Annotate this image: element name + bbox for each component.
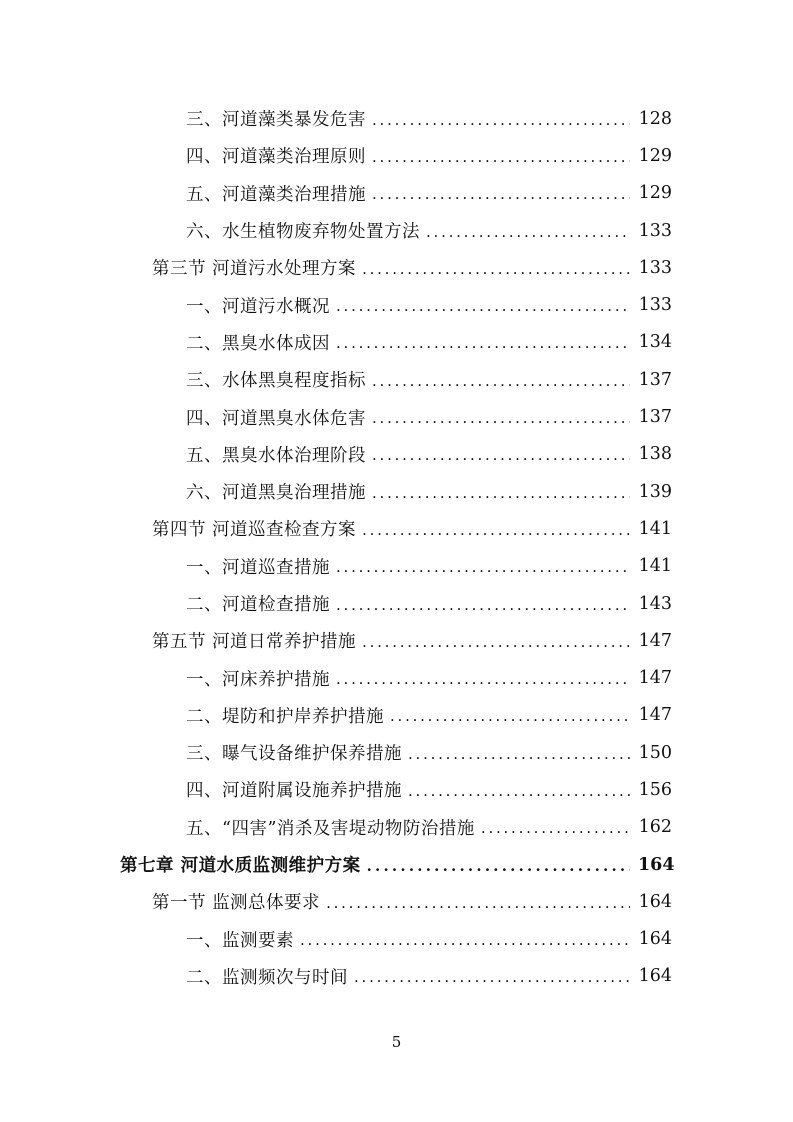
toc-dot-leader	[336, 297, 630, 315]
toc-dot-leader	[372, 484, 630, 502]
page-number: 5	[391, 1033, 402, 1051]
toc-entry[interactable]	[0, 361, 793, 398]
toc-entry-page: 164	[638, 854, 675, 875]
toc-entry-page: 134	[638, 332, 672, 353]
toc-entry-page: 141	[638, 556, 672, 577]
toc-entry-title: 四、河道黑臭水体危害	[186, 408, 366, 429]
toc-entry[interactable]	[0, 100, 793, 137]
toc-dot-leader	[326, 894, 630, 912]
toc-dot-leader	[354, 968, 630, 986]
toc-entry[interactable]	[0, 212, 793, 249]
toc-entry-page: 129	[638, 183, 672, 204]
toc-dot-leader	[372, 185, 630, 203]
toc-entry-title: 第四节 河道巡查检查方案	[152, 520, 357, 541]
toc-entry-title: 第五节 河道日常养护措施	[152, 632, 357, 653]
toc-dot-leader	[481, 819, 630, 837]
toc-chapter-entry[interactable]	[0, 846, 793, 883]
toc-entry[interactable]	[0, 921, 793, 958]
toc-dot-leader	[336, 558, 630, 576]
toc-dot-leader	[408, 745, 630, 763]
toc-entry-page: 164	[638, 966, 672, 987]
toc-entry[interactable]	[0, 548, 793, 585]
toc-entry-page: 133	[638, 220, 672, 241]
toc-entry-page: 164	[638, 891, 672, 912]
toc-entry-page: 164	[638, 929, 672, 950]
toc-entry[interactable]	[0, 436, 793, 473]
toc-entry-title: 二、河道检查措施	[186, 595, 330, 615]
toc-entry-title: 一、河床养护措施	[186, 669, 330, 690]
toc-dot-leader	[372, 409, 630, 427]
toc-entry[interactable]	[0, 286, 793, 323]
toc-entry-title: 四、河道藻类治理原则	[186, 147, 366, 168]
toc-entry-title: 第三节 河道污水处理方案	[152, 259, 357, 280]
toc-dot-leader	[372, 372, 630, 390]
toc-entry-page: 143	[638, 593, 672, 614]
toc-dot-leader	[408, 782, 630, 800]
toc-entry-title: 二、堤防和护岸养护措施	[186, 706, 384, 727]
toc-dot-leader	[362, 260, 630, 278]
toc-entry-title: 五、河道藻类治理措施	[186, 184, 366, 205]
toc-dot-leader	[362, 633, 630, 651]
toc-entry-page: 137	[638, 407, 672, 428]
toc-entry[interactable]	[0, 175, 793, 212]
toc-entry[interactable]	[0, 659, 793, 696]
toc-entry[interactable]	[0, 958, 793, 995]
toc-entry[interactable]	[0, 734, 793, 771]
table-of-contents	[0, 100, 793, 995]
toc-dot-leader	[426, 223, 630, 241]
toc-entry-title: 四、河道附属设施养护措施	[186, 781, 402, 802]
toc-entry-title: 一、河道污水概况	[186, 296, 330, 317]
toc-entry-title: 三、曝气设备维护保养措施	[186, 744, 402, 765]
toc-section-entry[interactable]	[0, 249, 793, 286]
toc-entry-title: 一、河道巡查措施	[186, 557, 330, 578]
toc-entry[interactable]	[0, 585, 793, 622]
toc-entry-page: 138	[638, 444, 672, 465]
toc-dot-leader	[372, 446, 630, 464]
toc-entry-title: 五、黑臭水体治理阶段	[186, 445, 366, 466]
toc-dot-leader	[372, 148, 630, 166]
toc-entry-title: 第一节 监测总体要求	[152, 893, 321, 914]
toc-entry-page: 147	[638, 668, 672, 689]
toc-entry[interactable]	[0, 771, 793, 808]
toc-entry-title: 五、“四害”消杀及害堤动物防治措施	[186, 818, 475, 839]
toc-entry-page: 162	[638, 817, 672, 838]
toc-entry[interactable]	[0, 473, 793, 510]
toc-entry-page: 133	[638, 295, 672, 316]
toc-entry-page: 150	[638, 742, 672, 763]
toc-entry[interactable]	[0, 809, 793, 846]
toc-entry-title: 三、水体黑臭程度指标	[186, 371, 366, 392]
toc-entry-page: 147	[638, 630, 672, 651]
toc-entry-page: 139	[638, 481, 672, 502]
toc-entry-page: 137	[638, 369, 672, 390]
toc-dot-leader	[336, 596, 630, 614]
toc-section-entry[interactable]	[0, 883, 793, 920]
toc-dot-leader	[367, 857, 630, 875]
toc-dot-leader	[390, 707, 630, 725]
toc-entry[interactable]	[0, 324, 793, 361]
toc-section-entry[interactable]	[0, 510, 793, 547]
toc-entry-page: 147	[638, 705, 672, 726]
toc-section-entry[interactable]	[0, 622, 793, 659]
toc-dot-leader	[336, 670, 630, 688]
toc-dot-leader	[336, 334, 630, 352]
toc-dot-leader	[372, 111, 630, 129]
toc-entry-title: 三、河道藻类暴发危害	[186, 110, 366, 131]
toc-entry-page: 141	[638, 518, 672, 539]
toc-entry-page: 133	[638, 257, 672, 278]
toc-entry[interactable]	[0, 398, 793, 435]
toc-entry-title: 六、水生植物废弃物处置方法	[186, 222, 420, 243]
toc-entry-title: 二、监测频次与时间	[186, 967, 348, 988]
toc-entry[interactable]	[0, 697, 793, 734]
toc-entry-page: 156	[638, 779, 672, 800]
toc-entry-title: 六、河道黑臭治理措施	[186, 483, 366, 504]
toc-dot-leader	[362, 521, 630, 539]
toc-entry-page: 128	[638, 108, 672, 129]
toc-entry-title: 一、监测要素	[186, 930, 294, 951]
toc-entry[interactable]	[0, 137, 793, 174]
toc-entry-title: 二、黑臭水体成因	[186, 333, 330, 354]
toc-entry-page: 129	[638, 145, 672, 166]
toc-entry-title: 第七章 河道水质监测维护方案	[120, 856, 361, 877]
toc-dot-leader	[300, 931, 630, 949]
